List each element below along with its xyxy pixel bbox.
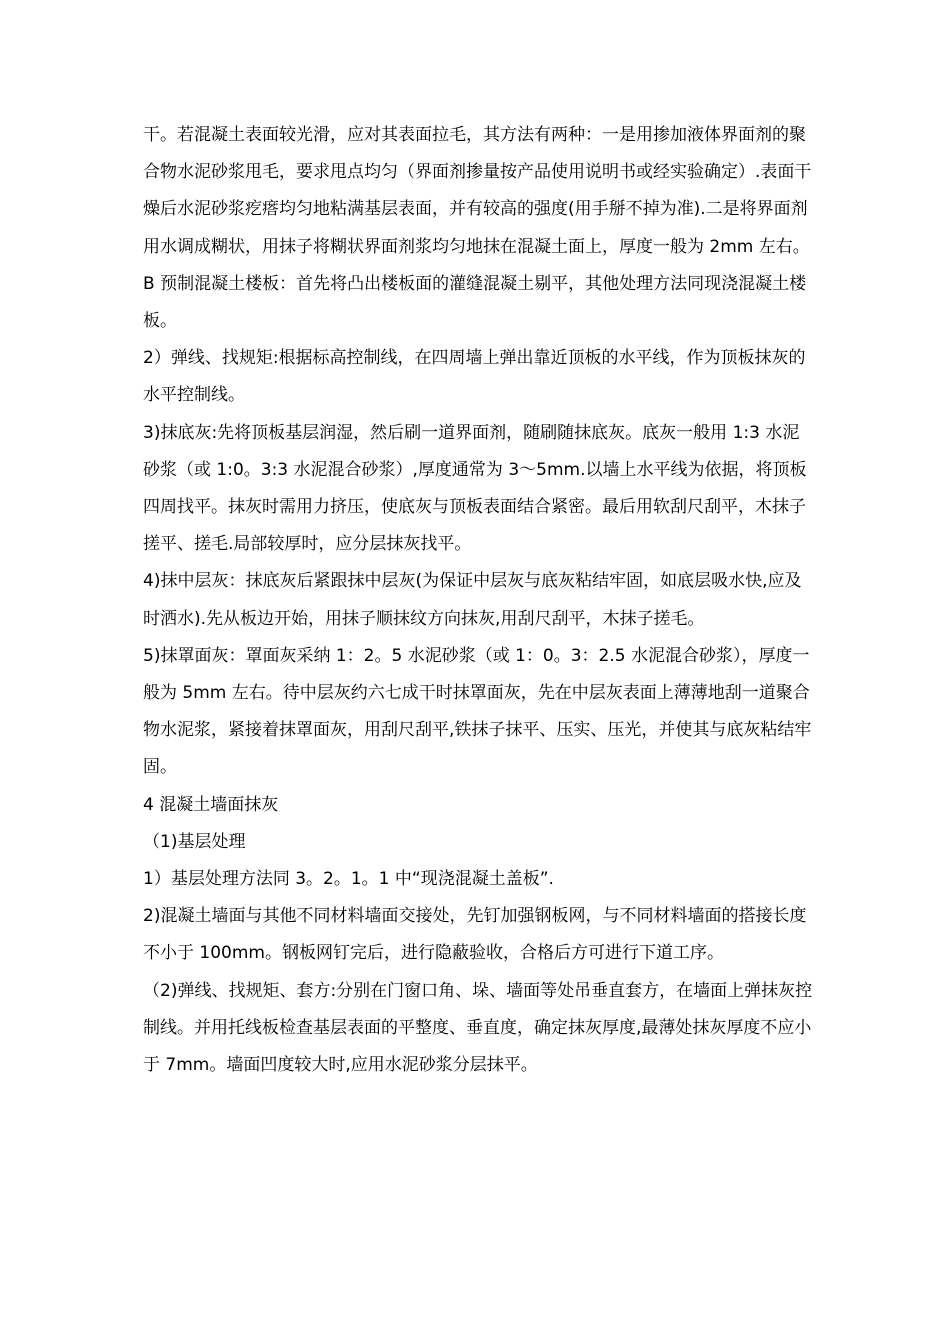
- paragraph-wall-snapping-lines: （2)弹线、找规矩、套方:分别在门窗口角、垛、墙面等处吊垂直套方，在墙面上弹抹灰控制线。并用托线板检查基层表面的平整度、垂直度，确定抹灰厚度,最薄处抹灰厚度不应小于 7mm。墙面凹度较大时,应用水泥砂浆分层抹平。: [143, 980, 813, 1076]
- paragraph-step-2-snapping-lines: 2）弹线、找规矩:根据标高控制线，在四周墙上弹出靠近顶板的水平线，作为顶板抹灰的水平控制线。: [143, 348, 806, 406]
- paragraph-step-5-finish-coat: 5)抹罩面灰：罩面灰采纳 1：2。5 水泥砂浆（或 1：0。3：2.5 水泥混合砂浆），厚度一般为 5mm 左右。待中层灰约六七成干时抹罩面灰，先在中层灰表面上薄薄地刮一道聚合物水泥浆，紧接着抹罩面灰，用刮尺刮平,铁抹子抹平、压实、压光，并使其与底灰粘结牢固。: [143, 645, 812, 778]
- subsection-heading-base-treatment: （1)基层处理: [143, 831, 246, 852]
- paragraph-step-4-middle-coat: 4)抹中层灰：抹底灰后紧跟抹中层灰(为保证中层灰与底灰粘结牢固，如底层吸水快,应及时洒水).先从板边开始，用抹子顺抹纹方向抹灰,用刮尺刮平，木抹子搓毛。: [143, 571, 802, 629]
- section-heading-wall-plastering: 4 混凝土墙面抹灰: [143, 794, 279, 815]
- document-body: [143, 117, 813, 1084]
- paragraph-precast-slab: B 预制混凝土楼板：首先将凸出楼板面的灌缝混凝土剔平，其他处理方法同现浇混凝土楼板。: [143, 273, 807, 332]
- paragraph-base-treatment-2: 2)混凝土墙面与其他不同材料墙面交接处，先钉加强钢板网，与不同材料墙面的搭接长度不小于 100mm。钢板网钉完后，进行隐蔽验收，合格后方可进行下道工序。: [143, 906, 807, 964]
- paragraph-step-3-base-coat: 3)抹底灰:先将顶板基层润湿，然后刷一道界面剂，随刷随抹底灰。底灰一般用 1:3 水泥砂浆（或 1:0。3:3 水泥混合砂浆）,厚度通常为 3～5mm.以墙上水平线为依据，将顶板四周找平。抹灰时需用力挤压，使底灰与顶板表面结合紧密。最后用软刮尺刮平，木抹子搓平、搓毛.局部较厚时，应分层抹灰找平。: [143, 422, 807, 555]
- paragraph-surface-roughening: 干。若混凝土表面较光滑，应对其表面拉毛，其方法有两种：一是用掺加液体界面剂的聚合物水泥砂浆甩毛，要求甩点均匀（界面剂掺量按产品使用说明书或经实验确定）.表面干燥后水泥砂浆疙瘩均匀地粘满基层表面，并有较高的强度(用手掰不掉为准).二是将界面剂用水调成糊状，用抹子将糊状界面剂浆均匀地抹在混凝土面上，厚度一般为 2mm 左右。: [143, 125, 812, 257]
- paragraph-base-treatment-1: 1）基层处理方法同 3。2。1。1 中“现浇混凝土盖板”.: [143, 869, 554, 890]
